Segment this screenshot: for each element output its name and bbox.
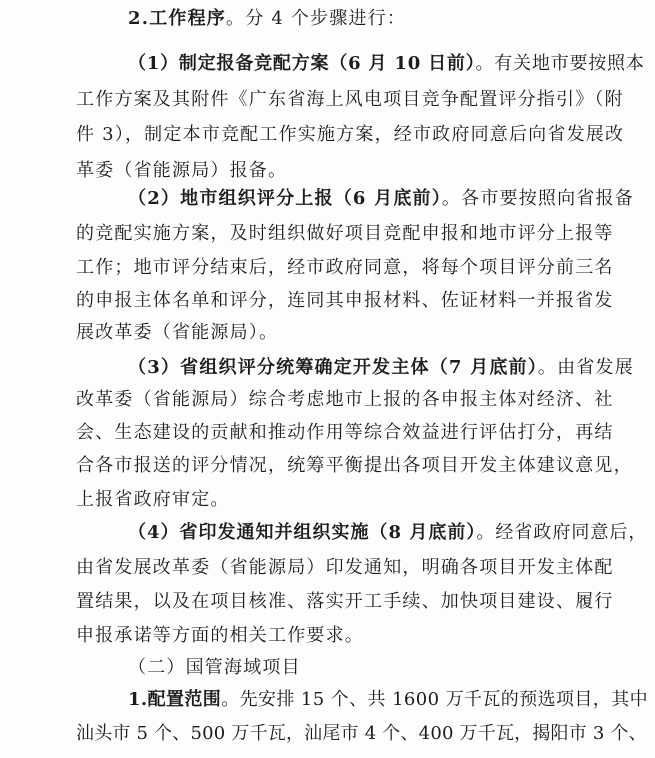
step2-title: （2）地市组织评分上报（6 月底前） bbox=[128, 188, 442, 209]
step3-title: （3）省组织评分统筹确定开发主体（7 月底前） bbox=[128, 357, 538, 378]
step2-line1 bbox=[128, 187, 634, 211]
step4-title: （4）省印发通知并组织实施（8 月底前） bbox=[128, 522, 477, 543]
step2-line5: 展改革委（省能源局）。 bbox=[76, 322, 279, 343]
scope-line2: 汕头市 5 个、500 万千瓦，汕尾市 4 个、400 万千瓦，揭阳市 3 个、 bbox=[76, 723, 647, 744]
step3-line2: 改革委（省能源局）综合考虑地市上报的各申报主体对经济、社 bbox=[76, 389, 614, 410]
section2-heading: （二）国管海域项目 bbox=[128, 657, 301, 678]
step1-title: （1）制定报备竞配方案（6 月 10 日前） bbox=[128, 53, 476, 74]
step1-line2: 工作方案及其附件《广东省海上风电项目竞争配置评分指引》（附 bbox=[76, 89, 624, 110]
step2-line3: 工作；地市评分结束后，经市政府同意，将每个项目评分前三名 bbox=[76, 257, 614, 278]
scope-title: 1.配置范围 bbox=[128, 689, 222, 710]
scope-line1 bbox=[128, 688, 648, 712]
step1-line1-text: 。有关地市要按照本 bbox=[475, 53, 645, 74]
step-heading-text: 。分 4 个步骤进行： bbox=[226, 8, 407, 29]
step-heading bbox=[128, 7, 406, 31]
step2-line4: 的申报主体名单和评分，连同其申报材料、佐证材料一并报省发 bbox=[76, 290, 614, 311]
step4-line3: 置结果，以及在项目核准、落实开工手续、加快项目建设、履行 bbox=[76, 591, 614, 612]
step3-line3: 会、生态建设的贡献和推动作用等综合效益进行评估打分，再结 bbox=[76, 422, 614, 443]
step-heading-title: 2.工作程序 bbox=[128, 8, 226, 29]
step3-line4: 合各市报送的评分情况，统筹平衡提出各项目开发主体建议意见， bbox=[76, 455, 633, 476]
step4-line2: 由省发展改革委（省能源局）印发通知，明确各项目开发主体配 bbox=[76, 557, 614, 578]
step2-line1-text: 。各市要按照向省报备 bbox=[441, 188, 634, 209]
step3-line5: 上报省政府审定。 bbox=[76, 489, 230, 510]
step1-line1 bbox=[128, 52, 645, 76]
scope-line1-text: 。先安排 15 个、共 1600 万千瓦的预选项目，其中 bbox=[221, 689, 649, 710]
step4-line4: 申报承诺等方面的相关工作要求。 bbox=[76, 625, 364, 646]
step1-line4: 革委（省能源局）报备。 bbox=[76, 160, 288, 181]
step1-line3: 件 3），制定本市竞配工作实施方案，经市政府同意后向省发展改 bbox=[76, 124, 625, 145]
step2-line2: 的竞配实施方案，及时组织做好项目竞配申报和地市评分上报等 bbox=[76, 223, 614, 244]
step4-line1-text: 。经省政府同意后， bbox=[476, 522, 648, 543]
step3-line1-text: 。由省发展 bbox=[537, 357, 634, 378]
step4-line1 bbox=[128, 521, 647, 545]
step3-line1 bbox=[128, 356, 634, 380]
